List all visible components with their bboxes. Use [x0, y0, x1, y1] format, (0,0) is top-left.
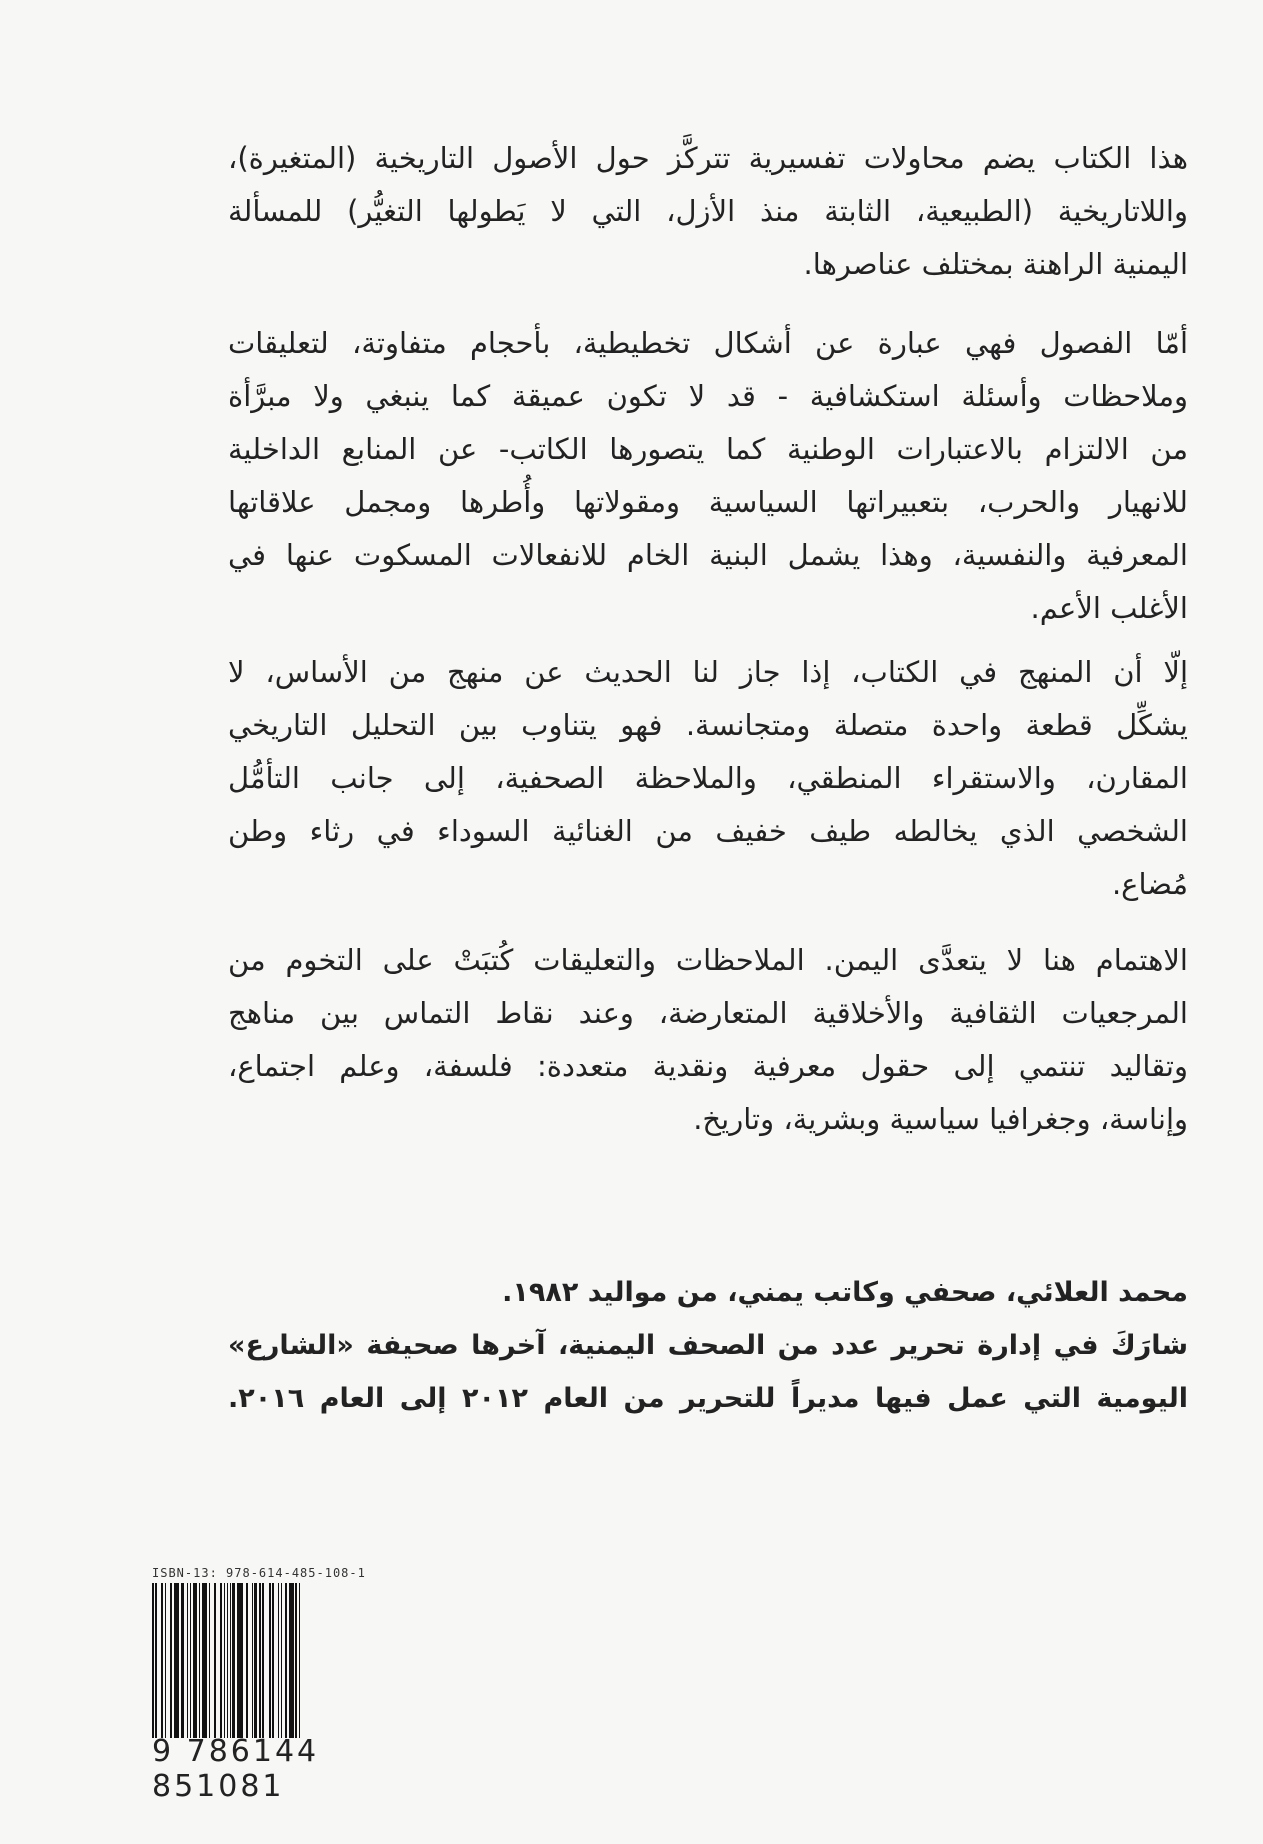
bio-line: شارَكَ في إدارة تحرير عدد من الصحف اليمنية، آخرها صحيفة «الشارع»	[228, 1330, 1188, 1361]
text-line: إلّا أن المنهج في الكتاب، إذا جاز لنا الحديث عن منهج من الأساس، لا	[228, 655, 1188, 689]
isbn-barcode	[152, 1566, 402, 1804]
text-line: وتقاليد تنتمي إلى حقول معرفية ونقدية متعددة: فلسفة، وعلم اجتماع،	[228, 1049, 1188, 1083]
text-line: المرجعيات الثقافية والأخلاقية المتعارضة، وعند نقاط التماس بين مناهج	[228, 996, 1188, 1030]
paragraph	[228, 934, 1188, 1146]
text-line: مُضاع.	[1111, 867, 1188, 901]
text-line: واللاتاريخية (الطبيعية، الثابتة منذ الأزل، التي لا يَطولها التغيُّر) للمسألة	[228, 194, 1188, 228]
text-line: للانهيار والحرب، بتعبيراتها السياسية ومقولاتها وأُطرها ومجمل علاقاتها	[228, 485, 1188, 519]
paragraph	[228, 646, 1188, 911]
barcode-bars	[152, 1583, 402, 1738]
text-line: أمّا الفصول فهي عبارة عن أشكال تخطيطية، بأحجام متفاوتة، لتعليقات	[228, 326, 1188, 360]
text-line: الأغلب الأعم.	[1030, 591, 1188, 625]
text-line: وملاحظات وأسئلة استكشافية - قد لا تكون عميقة كما ينبغي ولا مبرَّأة	[228, 379, 1188, 413]
barcode-bar	[300, 1583, 302, 1738]
text-line: هذا الكتاب يضم محاولات تفسيرية تتركَّز حول الأصول التاريخية (المتغيرة)،	[228, 141, 1188, 175]
text-line: يشكِّل قطعة واحدة متصلة ومتجانسة. فهو يتناوب بين التحليل التاريخي	[228, 708, 1188, 742]
text-line: من الالتزام بالاعتبارات الوطنية كما يتصورها الكاتب- عن المنابع الداخلية	[228, 432, 1188, 466]
paragraph	[228, 317, 1188, 635]
text-line: الاهتمام هنا لا يتعدَّى اليمن. الملاحظات والتعليقات كُتبَتْ على التخوم من	[228, 943, 1188, 977]
author-bio	[228, 1266, 1188, 1425]
text-line: المعرفية والنفسية، وهذا يشمل البنية الخام للانفعالات المسكوت عنها في	[228, 538, 1188, 572]
bio-line: محمد العلائي، صحفي وكاتب يمني، من مواليد ١٩٨٢.	[502, 1277, 1188, 1308]
paragraph	[228, 132, 1188, 291]
bio-line: اليومية التي عمل فيها مديراً للتحرير من العام ٢٠١٢ إلى العام ٢٠١٦.	[228, 1383, 1188, 1414]
barcode-digits: 9 786144 851081	[152, 1734, 320, 1804]
text-line: الشخصي الذي يخالطه طيف خفيف من الغنائية السوداء في رثاء وطن	[228, 814, 1188, 848]
text-line: اليمنية الراهنة بمختلف عناصرها.	[803, 247, 1188, 281]
text-line: المقارن، والاستقراء المنطقي، والملاحظة الصحفية، إلى جانب التأمُّل	[228, 761, 1188, 795]
text-line: وإناسة، وجغرافيا سياسية وبشرية، وتاريخ.	[693, 1102, 1188, 1136]
isbn-label: ISBN-13: 978-614-485-108-1	[152, 1566, 366, 1580]
